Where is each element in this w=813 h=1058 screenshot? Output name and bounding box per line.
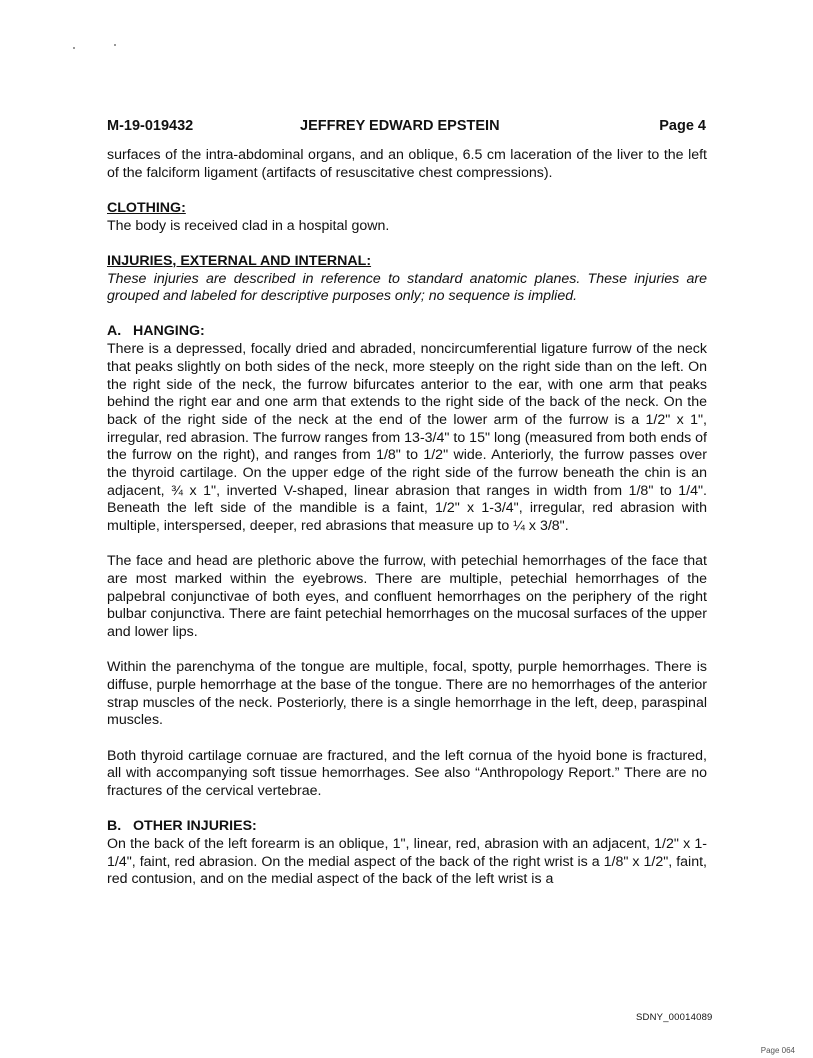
injuries-heading: INJURIES, EXTERNAL AND INTERNAL: [107, 252, 372, 269]
section-b-heading: B. OTHER INJURIES: [107, 818, 257, 835]
section-b-paragraph-1: On the back of the left forearm is an oblique, 1", linear, red, abrasion with an adjacent, 1/2" x 1-1/4", faint, red abrasion. On the medial aspect of the back of the right wrist is a 1/8" x 1/2", faint, red contusion, and on the medial aspect of the back of the left wrist is a [107, 836, 707, 888]
injuries-note: These injuries are described in reference to standard anatomic planes. These injuries are grouped and labeled for descriptive purposes only; no sequence is implied. [107, 270, 707, 305]
clothing-heading: CLOTHING: [107, 199, 186, 216]
decedent-name: JEFFREY EDWARD EPSTEIN [300, 118, 500, 134]
section-a-paragraph-1: There is a depressed, focally dried and abraded, noncircumferential ligature furrow of the neck that peaks slightly on both sides of the neck, more steeply on the right side than on the left. On the right side of the neck, the furrow bifurcates anterior to the ear, with one arm that peaks behind the right ear and one arm that extends to the right side of the back of the neck. On the back of the right side of the neck at the end of the lower arm of the furrow is a 1/2" x 1", irregular, red abrasion. The furrow ranges from 13-3/4" to 15" long (measured from both ends of the furrow on the right), and ranges from 1/8" to 1/2" wide. Anteriorly, the furrow passes over the thyroid cartilage. On the upper edge of the right side of the furrow beneath the chin is an adjacent, ¾ x 1", inverted V-shaped, linear abrasion that ranges in width from 1/8" to 1/4". Beneath the left side of the mandible is a faint, 1/2" x 1-3/4", irregular, red abrasion with multiple, interspersed, deeper, red abrasions that measure up to ¼ x 3/8". [107, 341, 707, 535]
intro-paragraph: surfaces of the intra-abdominal organs, and an oblique, 6.5 cm laceration of the liver to the left of the falciform ligament (artifacts of resuscitative chest compressions). [107, 147, 707, 181]
scan-speck [114, 44, 116, 46]
section-a-paragraph-3: Within the parenchyma of the tongue are multiple, focal, spotty, purple hemorrhages. There is diffuse, purple hemorrhage at the base of the tongue. There are no hemorrhages of the anterior strap muscles of the neck. Posteriorly, there is a single hemorrhage in the left, deep, paraspinal muscles. [107, 659, 707, 729]
report-body [107, 147, 707, 889]
page-number: Page 4 [659, 118, 706, 134]
case-number: M-19-019432 [107, 118, 194, 134]
section-a-paragraph-2: The face and head are plethoric above the furrow, with petechial hemorrhages of the face that are most marked within the eyebrows. There are multiple, petechial hemorrhages of the palpebral conjunctivae of both eyes, and confluent hemorrhages on the periphery of the right bulbar conjunctiva. There are faint petechial hemorrhages on the mucosal surfaces of the upper and lower lips. [107, 553, 707, 641]
bates-number: SDNY_00014089 [636, 1012, 713, 1023]
clothing-text: The body is received clad in a hospital gown. [107, 217, 390, 234]
scan-speck [73, 47, 75, 49]
section-a-heading: A. HANGING: [107, 323, 205, 340]
page-label: Page 064 [760, 1046, 795, 1055]
section-a-paragraph-4: Both thyroid cartilage cornuae are fractured, and the left cornua of the hyoid bone is fractured, all with accompanying soft tissue hemorrhages. See also “Anthropology Report.” There are no fractures of the cervical vertebrae. [107, 747, 707, 800]
